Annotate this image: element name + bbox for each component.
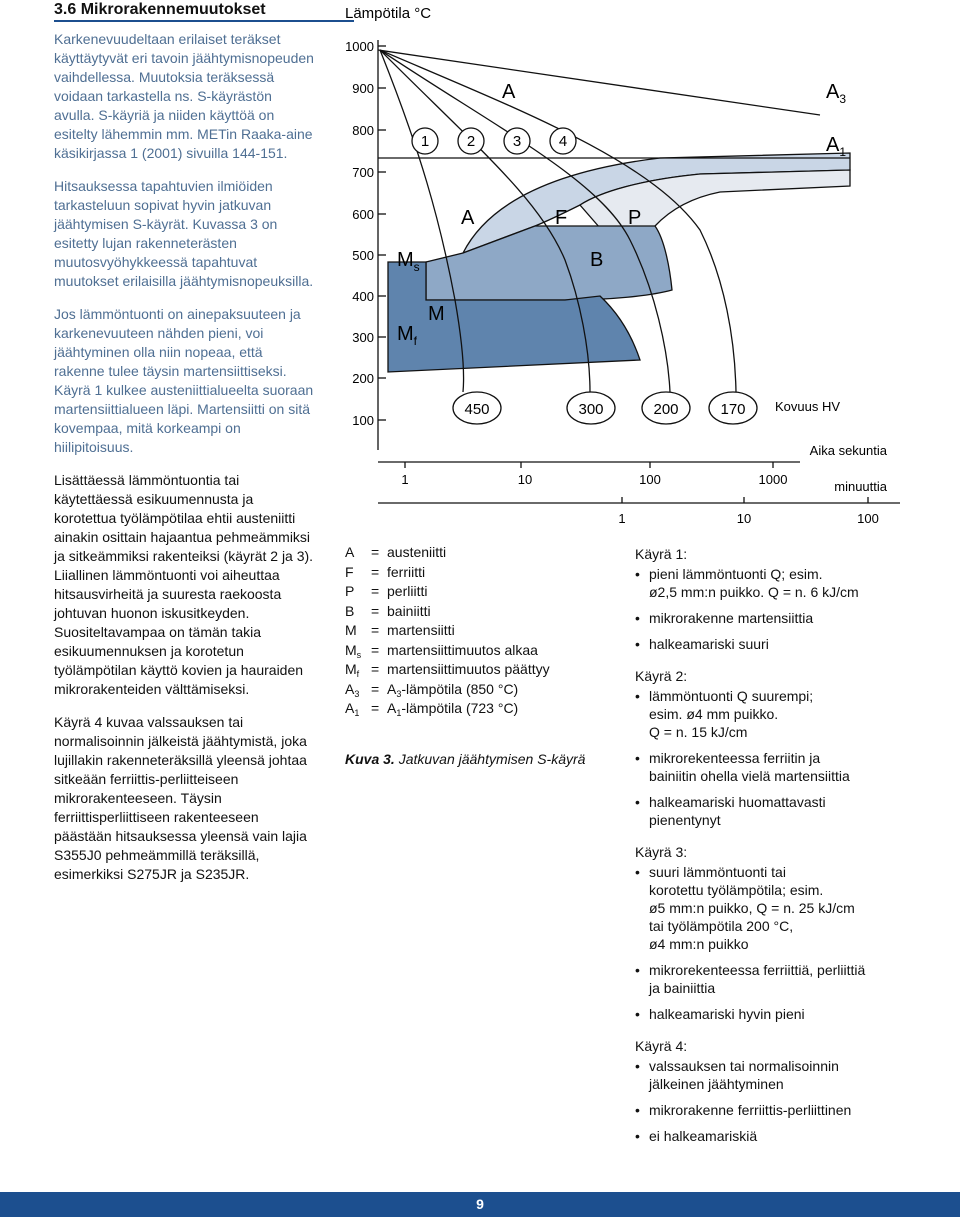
list-item: • mikrorekenteessa ferriitin ja bainiitin ohella vielä martensiittia (635, 749, 955, 785)
paragraph-curve-4: Käyrä 4 kuvaa valssauksen tai normalisoinnin jälkeistä jäähtymistä, joka lujillakin rakenneteräksillä yleensä johtaa sitkeään ferriittis-perliitteiseen mikrorakenteeseen. Täysin ferriittisperliittiseen rakenteeseen päästään hitsauksessa yleensä vain lajia S355J0 pehmeämmillä teräksillä, esimerkiksi S275JR ja S235JR. (54, 714, 307, 882)
cct-diagram-svg (335, 0, 955, 540)
figure-caption (345, 751, 585, 767)
x-tick-seconds-10: 10 (517, 472, 533, 487)
list-item: • halkeamariski suuri (635, 635, 955, 653)
list-item: • valssauksen tai normalisoinnin jälkeinen jäähtyminen (635, 1057, 955, 1093)
a3-line-label: $A_3$ (826, 81, 847, 106)
y-tick-400: 400 (352, 289, 374, 304)
paragraph-martensite: Jos lämmöntuonti on ainepaksuuteen ja karkenevuuteen nähden pieni, voi jäähtyminen olla niin nopeaa, että rakenne tulee täysin martensiittiseksi. Käyrä 1 kulkee austeniittialueelta suoraan martensiittialueen läpi. Martensiitti on sitä kovempaa, mitä korkeampi on hiilipitoisuus. (54, 306, 314, 455)
page-footer (0, 1192, 960, 1217)
list-item: • suuri lämmöntuonti tai korotettu työlämpötila; esim. ø5 mm:n puikko, Q = n. 25 kJ/cm tai työlämpötila 200 °C, ø4 mm:n puikko (635, 863, 955, 953)
legend-row: $A_3$ = $A_3$-lämpötila (850 °C) (345, 680, 519, 699)
y-axis-title: Lämpötila °C (345, 5, 432, 22)
diagram-legend (345, 543, 615, 719)
x-tick-seconds-1000: 1000 (758, 472, 788, 487)
bainite-label: B (590, 249, 604, 271)
y-tick-900: 900 (352, 81, 374, 96)
list-item: • halkeamariski hyvin pieni (635, 1005, 955, 1023)
page-number: 9 (476, 1196, 484, 1212)
curve-4-title: Käyrä 4: (635, 1038, 688, 1054)
list-item: • lämmöntuonti Q suurempi; esim. ø4 mm puikko. Q = n. 15 kJ/cm (635, 687, 955, 741)
curve-number-markers (412, 128, 576, 154)
x-tick-seconds-100: 100 (639, 472, 661, 487)
legend-row: F = ferriitti (345, 563, 426, 580)
cct-diagram (335, 0, 955, 540)
hardness-200: 200 (653, 401, 679, 418)
y-tick-marks (378, 46, 386, 420)
paragraph-preheating: Lisättäessä lämmöntuontia tai käytettäessä esikuumennusta ja korotettua työlämpötilaa ehtii austeniitti ainakin osittain hajaantua pehmeämmiksi ja sitkeämmiksi rakenteiksi (käyrät 2 ja 3). Liiallinen lämmöntuonti voi aiheuttaa hitsausvirheitä ja suuresta raekoosta johtuvan huonon iskusitkeyden. Suositeltavampaa on tämän takia esikuumennuksen ja korotetun työlämpötilan käyttö kovien ja hauraiden mikrorakenteiden välttämiseksi. (54, 472, 314, 697)
curve-3-notes (635, 843, 955, 1023)
hardness-axis-label: Kovuus HV (775, 399, 841, 414)
curve-4-notes (635, 1037, 955, 1145)
left-text-body (54, 30, 316, 898)
legend-row: B = bainiitti (345, 602, 431, 619)
hardness-300: 300 (578, 401, 604, 418)
hardness-markers (453, 392, 757, 424)
section-title: 3.6 Mikrorakennemuutokset (54, 1, 266, 18)
curve-3-list (635, 863, 955, 1023)
curve-number-labels (421, 133, 567, 150)
curve-2-list (635, 687, 955, 829)
x-tick-labels-seconds (401, 472, 787, 487)
legend-row: $M_s$ = martensiittimuutos alkaa (345, 641, 538, 660)
hardness-170: 170 (720, 401, 746, 418)
x-tick-labels-minutes (618, 511, 878, 526)
y-tick-700: 700 (352, 165, 374, 180)
curve-1-list (635, 565, 955, 653)
curve-1-title: Käyrä 1: (635, 546, 688, 562)
curve-number-4: 4 (558, 133, 568, 150)
x-axis-title-seconds: Aika sekuntia (809, 443, 887, 458)
legend-row: P = perliitti (345, 583, 428, 599)
y-tick-200: 200 (352, 371, 374, 386)
hardness-450: 450 (464, 401, 490, 418)
list-item: • halkeamariski huomattavasti pienentynyt (635, 793, 955, 829)
x-tick-marks-minutes (622, 497, 868, 503)
figure-caption-label: Kuva 3. (345, 751, 395, 767)
curve-number-2: 2 (466, 133, 476, 150)
y-tick-800: 800 (352, 123, 374, 138)
list-item: • mikrorekenteessa ferriittiä, perliittiä ja bainiittia (635, 961, 955, 997)
y-tick-1000: 1000 (345, 39, 374, 54)
martensite-label: M (428, 303, 445, 325)
paragraph-intro: Karkenevuudeltaan erilaiset teräkset käyttäytyvät eri tavoin jäähtymisnopeuden vaihdellessa. Muutoksia teräksessä voidaan tarkastella ns. S-käyrästön avulla. S-käyriä ja niiden käyttöä on esitelty lähemmin mm. METin Raaka-aine käsikirjassa 1 (2001) sivuilla 144-151. (54, 31, 314, 161)
x-tick-seconds-1: 1 (401, 472, 409, 487)
x-axis-title-minutes: minuuttia (834, 479, 887, 494)
austenite-label-mid: A (461, 207, 475, 229)
list-item: • pieni lämmöntuonti Q; esim. ø2,5 mm:n puikko. Q = n. 6 kJ/cm (635, 565, 955, 601)
list-item: • mikrorakenne ferriittis-perliittinen (635, 1101, 955, 1119)
y-tick-labels (345, 39, 374, 428)
section-title-underline (54, 20, 354, 22)
a1-line-label: $A_1$ (826, 134, 847, 159)
y-tick-500: 500 (352, 248, 374, 263)
ms-label: $M_s$ (397, 249, 420, 274)
legend-row: $A_1$ = $A_1$-lämpötila (723 °C) (345, 700, 519, 718)
legend-row: A = austeniitti (345, 544, 447, 560)
curve-4-list (635, 1057, 955, 1145)
y-tick-300: 300 (352, 330, 374, 345)
y-tick-100: 100 (352, 413, 374, 428)
curve-2-notes (635, 667, 955, 829)
pearlite-label: P (628, 207, 642, 229)
legend-row: M = martensiitti (345, 622, 455, 638)
list-item: • ei halkeamariskiä (635, 1127, 955, 1145)
x-tick-minutes-100: 100 (857, 511, 879, 526)
curve-notes (635, 545, 955, 1159)
curve-1-notes (635, 545, 955, 653)
a3-line (378, 50, 820, 115)
mf-label: $M_f$ (397, 323, 418, 348)
legend-row: $M_f$ = martensiittimuutos päättyy (345, 661, 550, 679)
curve-number-3: 3 (512, 133, 522, 150)
ferrite-label: F (555, 207, 568, 229)
curve-2-title: Käyrä 2: (635, 668, 688, 684)
curve-number-1: 1 (420, 133, 430, 150)
paragraph-welding-s-curves: Hitsauksessa tapahtuvien ilmiöiden tarkasteluun sopivat hyvin jatkuvan jäähtymisen S-käyrät. Kuvassa 3 on esitetty lujan rakenneterästen muutosvyöhykkeessä tapahtuvat muutokset erilaisilla jäähtymisnopeuksilla. (54, 178, 314, 289)
list-item: • mikrorakenne martensiittia (635, 609, 955, 627)
x-tick-minutes-1: 1 (618, 511, 626, 526)
figure-caption-text: Jatkuvan jäähtymisen S-käyrä (394, 751, 586, 767)
curve-3-title: Käyrä 3: (635, 844, 688, 860)
austenite-label-top: A (502, 81, 516, 103)
bainite-region (426, 226, 672, 300)
x-tick-marks-seconds (405, 462, 773, 468)
y-tick-600: 600 (352, 207, 374, 222)
x-tick-minutes-10: 10 (736, 511, 752, 526)
